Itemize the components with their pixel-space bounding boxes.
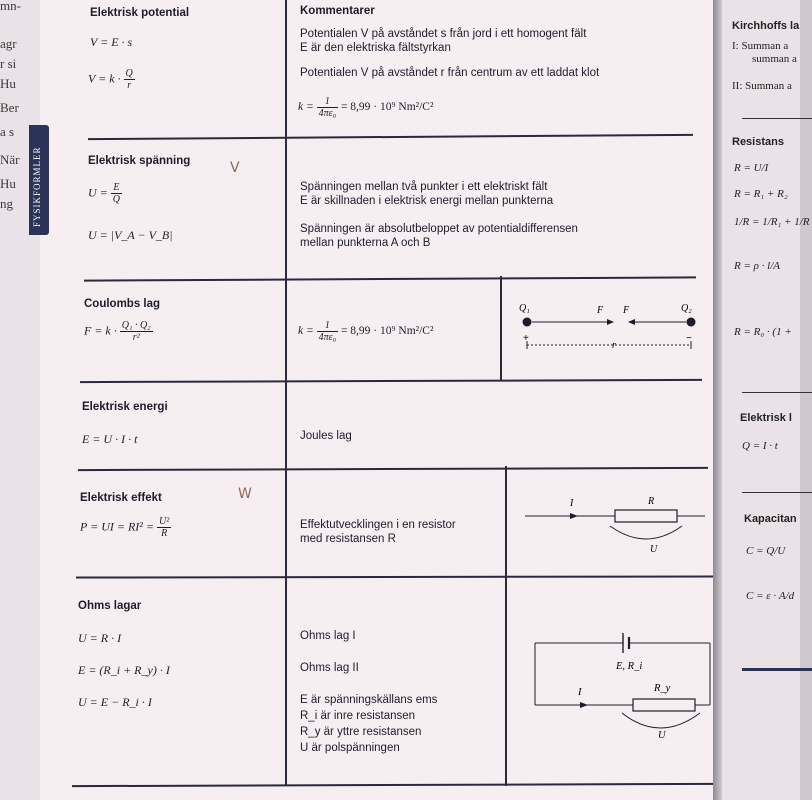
adjacent-page-left bbox=[0, 0, 40, 800]
right-formula: C = ε · A/d bbox=[746, 590, 795, 602]
formula-lhs: V = k · bbox=[88, 71, 121, 86]
resistor bbox=[615, 510, 677, 522]
formula: E = (R_i + R_y) · I bbox=[78, 663, 170, 677]
divider bbox=[742, 492, 812, 493]
comment: Joules lag bbox=[300, 430, 352, 442]
handwritten-note: V bbox=[230, 160, 240, 176]
denominator: r bbox=[127, 80, 132, 91]
side-tab bbox=[29, 125, 49, 235]
comment: E är skillnaden i elektrisk energi mellan punkterna bbox=[300, 195, 554, 207]
section-title: Ohms lagar bbox=[78, 600, 142, 612]
numerator: U² bbox=[159, 516, 170, 527]
comment: mellan punkterna A och B bbox=[300, 237, 431, 249]
edge-word: Ber bbox=[0, 100, 19, 115]
formula: V = E · s bbox=[90, 35, 133, 49]
adjacent-page-right bbox=[722, 0, 810, 800]
label-u: U bbox=[650, 544, 658, 555]
comments-header: Kommentarer bbox=[300, 5, 375, 17]
edge-word: När bbox=[0, 152, 20, 167]
denominator: r² bbox=[132, 332, 140, 343]
label-i: I bbox=[578, 687, 582, 698]
formula bbox=[88, 68, 135, 91]
formula-rhs: = 8,99 · 10⁹ Nm²/C² bbox=[340, 101, 434, 114]
edge-word: Hu bbox=[0, 176, 16, 191]
fraction bbox=[157, 516, 171, 539]
right-heading: Resistans bbox=[732, 136, 784, 148]
formula bbox=[88, 182, 122, 205]
ohm-circuit-diagram bbox=[530, 625, 715, 745]
formula bbox=[84, 320, 153, 343]
arrowhead bbox=[628, 319, 635, 325]
label-i: I bbox=[570, 498, 574, 509]
formula-lhs: P = UI = RI² = bbox=[80, 519, 154, 534]
current-arrow bbox=[580, 702, 588, 708]
numerator: 1 bbox=[317, 96, 338, 108]
edge-word: mn- bbox=[0, 0, 21, 13]
coulomb-diagram bbox=[515, 295, 705, 355]
comment: med resistansen R bbox=[300, 533, 396, 545]
comment: R_i är inre resistansen bbox=[300, 710, 416, 722]
divider bbox=[742, 118, 812, 119]
comment: Ohms lag I bbox=[300, 630, 356, 642]
section-title: Coulombs lag bbox=[84, 298, 161, 310]
side-tab-label: FYSIKFORMLER bbox=[32, 146, 42, 227]
constant-k bbox=[298, 96, 433, 119]
comment: E är den elektriska fältstyrkan bbox=[300, 42, 451, 54]
plus-sign: + bbox=[523, 333, 529, 344]
denominator: 4πε₀ bbox=[318, 332, 337, 343]
edge-word: a s bbox=[0, 124, 15, 139]
label-r: r bbox=[612, 340, 616, 351]
denominator: R bbox=[161, 528, 168, 539]
fraction bbox=[317, 96, 338, 119]
fraction bbox=[317, 320, 338, 343]
minus-sign: − bbox=[686, 333, 692, 344]
charge-q2 bbox=[687, 318, 696, 327]
section-title: Elektrisk effekt bbox=[80, 492, 162, 504]
right-formula: C = Q/U bbox=[746, 545, 786, 557]
label-force: F bbox=[623, 305, 630, 316]
right-formula: Q = I · t bbox=[742, 440, 778, 452]
right-text: I: Summan a bbox=[732, 40, 789, 52]
power-diagram bbox=[520, 490, 710, 560]
divider bbox=[742, 392, 812, 393]
right-formula: R = R₀ · (1 + bbox=[734, 326, 792, 338]
comment: U är polspänningen bbox=[300, 742, 400, 754]
edge-word: r si bbox=[0, 56, 17, 71]
constant-k bbox=[298, 320, 433, 343]
voltage-arc bbox=[622, 713, 700, 728]
right-formula: R = U/I bbox=[734, 162, 769, 174]
right-heading: Elektrisk l bbox=[740, 412, 792, 424]
comment: Ohms lag II bbox=[300, 662, 359, 674]
handwritten-note: W bbox=[238, 486, 252, 502]
comment: R_y är yttre resistansen bbox=[300, 726, 422, 738]
right-text: II: Summan a bbox=[732, 80, 792, 92]
column-divider bbox=[500, 276, 502, 380]
fraction bbox=[111, 182, 122, 205]
column-divider bbox=[505, 466, 507, 786]
comment: E är spänningskällans ems bbox=[300, 694, 438, 706]
comment: Potentialen V på avståndet r från centrum av ett laddat klot bbox=[300, 67, 600, 79]
formula-lhs: U = bbox=[88, 185, 108, 200]
fraction bbox=[120, 320, 153, 343]
label-u: U bbox=[658, 730, 666, 741]
right-heading: Kapacitan bbox=[744, 513, 797, 525]
label-source: E, R_i bbox=[616, 661, 643, 672]
right-heading: Kirchhoffs la bbox=[732, 20, 800, 32]
formula bbox=[80, 516, 171, 539]
numerator: Q₁ · Q₂ bbox=[121, 320, 151, 331]
formula-lhs: k = bbox=[298, 325, 314, 338]
label-ry: R_y bbox=[654, 683, 671, 694]
charge-q1 bbox=[523, 318, 532, 327]
resistor-ry bbox=[633, 699, 695, 711]
formula-rhs: = 8,99 · 10⁹ Nm²/C² bbox=[340, 325, 434, 338]
comment: Spänningen är absolutbeloppet av potentialdifferensen bbox=[300, 223, 578, 235]
formula-lhs: k = bbox=[298, 101, 314, 114]
column-divider bbox=[285, 0, 287, 785]
edge-word: ng bbox=[0, 196, 13, 211]
label-force: F bbox=[597, 305, 604, 316]
label-q2: Q₂ bbox=[681, 303, 692, 314]
label-q1: Q₁ bbox=[519, 303, 530, 314]
edge-word: Hu bbox=[0, 76, 16, 91]
formula: U = E − R_i · I bbox=[78, 695, 152, 709]
formula: U = |V_A − V_B| bbox=[88, 228, 173, 242]
current-arrow bbox=[570, 513, 578, 519]
right-formula: R = ρ · l/A bbox=[734, 260, 781, 272]
arrowhead bbox=[607, 319, 614, 325]
numerator: E bbox=[111, 182, 122, 194]
section-title: Elektrisk energi bbox=[82, 401, 168, 413]
comment: Potentialen V på avståndet s från jord i ett homogent fält bbox=[300, 28, 587, 40]
voltage-arc bbox=[610, 526, 682, 539]
numerator: Q bbox=[125, 68, 133, 79]
numerator: 1 bbox=[317, 320, 338, 332]
right-formula: 1/R = 1/R₁ + 1/R bbox=[734, 216, 810, 228]
fraction bbox=[124, 68, 135, 91]
divider bbox=[742, 668, 812, 671]
denominator: Q bbox=[112, 194, 120, 205]
edge-word: agr bbox=[0, 36, 17, 51]
label-r: R bbox=[648, 496, 655, 507]
comment: Effektutvecklingen i en resistor bbox=[300, 519, 456, 531]
formula-lhs: F = k · bbox=[84, 323, 117, 338]
denominator: 4πε₀ bbox=[318, 108, 337, 119]
formula: U = R · I bbox=[78, 631, 122, 645]
right-formula: R = R₁ + R₂ bbox=[734, 188, 788, 200]
section-title: Elektrisk potential bbox=[90, 7, 190, 19]
comment: Spänningen mellan två punkter i ett elektriskt fält bbox=[300, 181, 548, 193]
right-text: summan a bbox=[752, 53, 797, 65]
formula: E = U · I · t bbox=[82, 432, 138, 446]
section-title: Elektrisk spänning bbox=[88, 155, 191, 167]
